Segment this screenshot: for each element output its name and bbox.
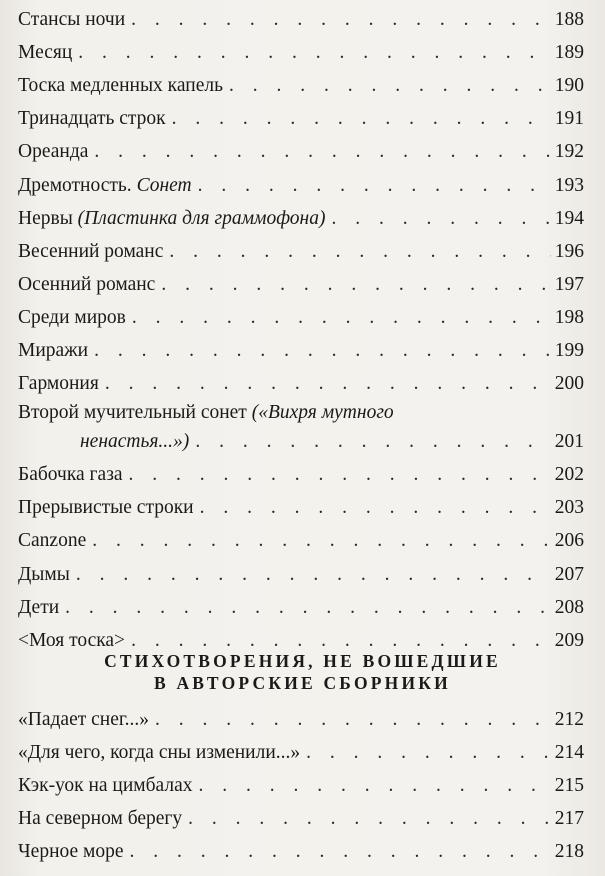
toc-entry-page: 191 bbox=[554, 108, 584, 130]
toc-entry-page: 206 bbox=[554, 530, 584, 552]
leader-dots bbox=[92, 531, 551, 551]
leader-dots bbox=[161, 275, 550, 295]
toc-entry-two-line bbox=[18, 397, 584, 455]
leader-dots bbox=[172, 109, 551, 129]
toc-entry-page: 218 bbox=[554, 841, 584, 863]
toc-entry-title: Кэк-уок на цимбалах bbox=[18, 775, 193, 797]
section-heading-line: В АВТОРСКИЕ СБОРНИКИ bbox=[154, 673, 451, 693]
leader-dots bbox=[94, 341, 551, 361]
toc-entry bbox=[18, 0, 584, 33]
toc-entry bbox=[18, 298, 584, 331]
toc-entry-page: 192 bbox=[554, 141, 584, 163]
leader-dots bbox=[200, 498, 551, 518]
toc-entry-title: Среди миров bbox=[18, 306, 126, 328]
title-roman: Второй мучительный сонет bbox=[18, 402, 252, 424]
toc-entry-title: Стансы ночи bbox=[18, 9, 126, 31]
toc-entry bbox=[18, 832, 584, 865]
toc-entry bbox=[18, 132, 584, 165]
leader-dots bbox=[129, 465, 551, 485]
toc-entry-page: 197 bbox=[554, 273, 584, 295]
toc-entry-page: 189 bbox=[554, 42, 584, 64]
toc-entry-page: 215 bbox=[554, 775, 584, 797]
toc-entry-title: <Моя тоска> bbox=[18, 629, 126, 651]
toc-entry-page: 202 bbox=[554, 464, 584, 486]
title-italic: ненастья...») bbox=[80, 431, 190, 453]
toc-entry bbox=[18, 232, 584, 265]
leader-dots bbox=[195, 432, 550, 452]
toc-entry-page: 217 bbox=[554, 808, 584, 830]
title-italic: («Вихря мутного bbox=[251, 402, 394, 424]
toc-entry-title: Миражи bbox=[18, 340, 89, 362]
toc-entry-page: 193 bbox=[554, 174, 584, 196]
toc-entry-page: 212 bbox=[554, 709, 584, 731]
toc-entry-title bbox=[18, 176, 192, 196]
toc-entry-page: 196 bbox=[554, 240, 584, 262]
toc-entry-page: 214 bbox=[554, 742, 584, 764]
toc-entry-title: На северном берегу bbox=[18, 808, 183, 830]
toc-list-upper bbox=[18, 0, 584, 654]
toc-entry bbox=[18, 265, 584, 298]
toc-entry-title-continuation bbox=[80, 432, 189, 452]
leader-dots bbox=[229, 76, 551, 96]
toc-entry bbox=[18, 799, 584, 832]
toc-entry-page: 201 bbox=[554, 431, 584, 453]
toc-entry-title: Дымы bbox=[18, 563, 70, 585]
toc-entry-page: 200 bbox=[554, 373, 584, 395]
title-italic: Сонет bbox=[136, 174, 192, 196]
toc-entry bbox=[18, 700, 584, 733]
leader-dots bbox=[105, 374, 551, 394]
leader-dots bbox=[331, 209, 550, 229]
toc-entry bbox=[18, 33, 584, 66]
toc-entry-title: Черное море bbox=[18, 841, 124, 863]
section-heading-line: СТИХОТВОРЕНИЯ, НЕ ВОШЕДШИЕ bbox=[104, 651, 501, 671]
toc-entry-page: 194 bbox=[554, 207, 584, 229]
toc-entry-page: 188 bbox=[554, 9, 584, 31]
toc-entry bbox=[18, 199, 584, 232]
leader-dots bbox=[78, 43, 550, 63]
leader-dots bbox=[155, 710, 551, 730]
leader-dots bbox=[188, 809, 551, 829]
toc-entry-title: Canzone bbox=[18, 530, 87, 552]
toc-entry-page: 203 bbox=[554, 497, 584, 519]
toc-entry-page: 198 bbox=[554, 306, 584, 328]
toc-entry-title: Осенний романс bbox=[18, 273, 156, 295]
toc-entry-title: Дети bbox=[18, 596, 60, 618]
title-roman: Дремотность. bbox=[18, 174, 137, 196]
leader-dots bbox=[94, 142, 550, 162]
toc-entry-title: Весенний романс bbox=[18, 240, 164, 262]
toc-entry-title: Ореанда bbox=[18, 141, 89, 163]
leader-dots bbox=[131, 10, 551, 30]
toc-entry bbox=[18, 66, 584, 99]
section-heading bbox=[0, 650, 605, 694]
toc-entry-title bbox=[18, 403, 394, 423]
leader-dots bbox=[169, 242, 550, 262]
toc-entry-title: Месяц bbox=[18, 42, 73, 64]
toc-entry bbox=[18, 165, 584, 198]
toc-entry bbox=[18, 99, 584, 132]
toc-entry bbox=[18, 733, 584, 766]
title-roman: Нервы bbox=[18, 207, 78, 229]
toc-entry-title: Бабочка газа bbox=[18, 464, 123, 486]
toc-entry-title bbox=[18, 209, 325, 229]
leader-dots bbox=[65, 598, 551, 618]
toc-entry-title: Гармония bbox=[18, 373, 99, 395]
toc-entry-page: 190 bbox=[554, 75, 584, 97]
toc-entry-title: «Падает снег...» bbox=[18, 709, 150, 731]
toc-entry bbox=[18, 766, 584, 799]
leader-dots bbox=[130, 842, 551, 862]
toc-entry-page: 207 bbox=[554, 563, 584, 585]
toc-entry bbox=[18, 455, 584, 488]
toc-entry-page: 199 bbox=[554, 340, 584, 362]
toc-entry bbox=[18, 331, 584, 364]
leader-dots bbox=[306, 743, 551, 763]
toc-entry-page: 208 bbox=[554, 596, 584, 618]
toc-entry bbox=[18, 521, 584, 554]
toc-entry-title: Тринадцать строк bbox=[18, 108, 166, 130]
leader-dots bbox=[132, 308, 551, 328]
toc-entry-title: Тоска медленных капель bbox=[18, 75, 223, 97]
toc-list-lower bbox=[18, 700, 584, 865]
toc-entry bbox=[18, 488, 584, 521]
leader-dots bbox=[76, 565, 551, 585]
toc-entry-title: Прерывистые строки bbox=[18, 497, 194, 519]
toc-entry-title: «Для чего, когда сны изменили...» bbox=[18, 742, 301, 764]
leader-dots bbox=[131, 631, 551, 651]
leader-dots bbox=[198, 176, 551, 196]
toc-entry-page: 209 bbox=[554, 629, 584, 651]
toc-entry bbox=[18, 554, 584, 587]
leader-dots bbox=[199, 776, 551, 796]
toc-entry bbox=[18, 588, 584, 621]
title-italic: (Пластинка для граммофона) bbox=[77, 207, 326, 229]
toc-entry bbox=[18, 364, 584, 397]
toc-entry bbox=[18, 621, 584, 654]
